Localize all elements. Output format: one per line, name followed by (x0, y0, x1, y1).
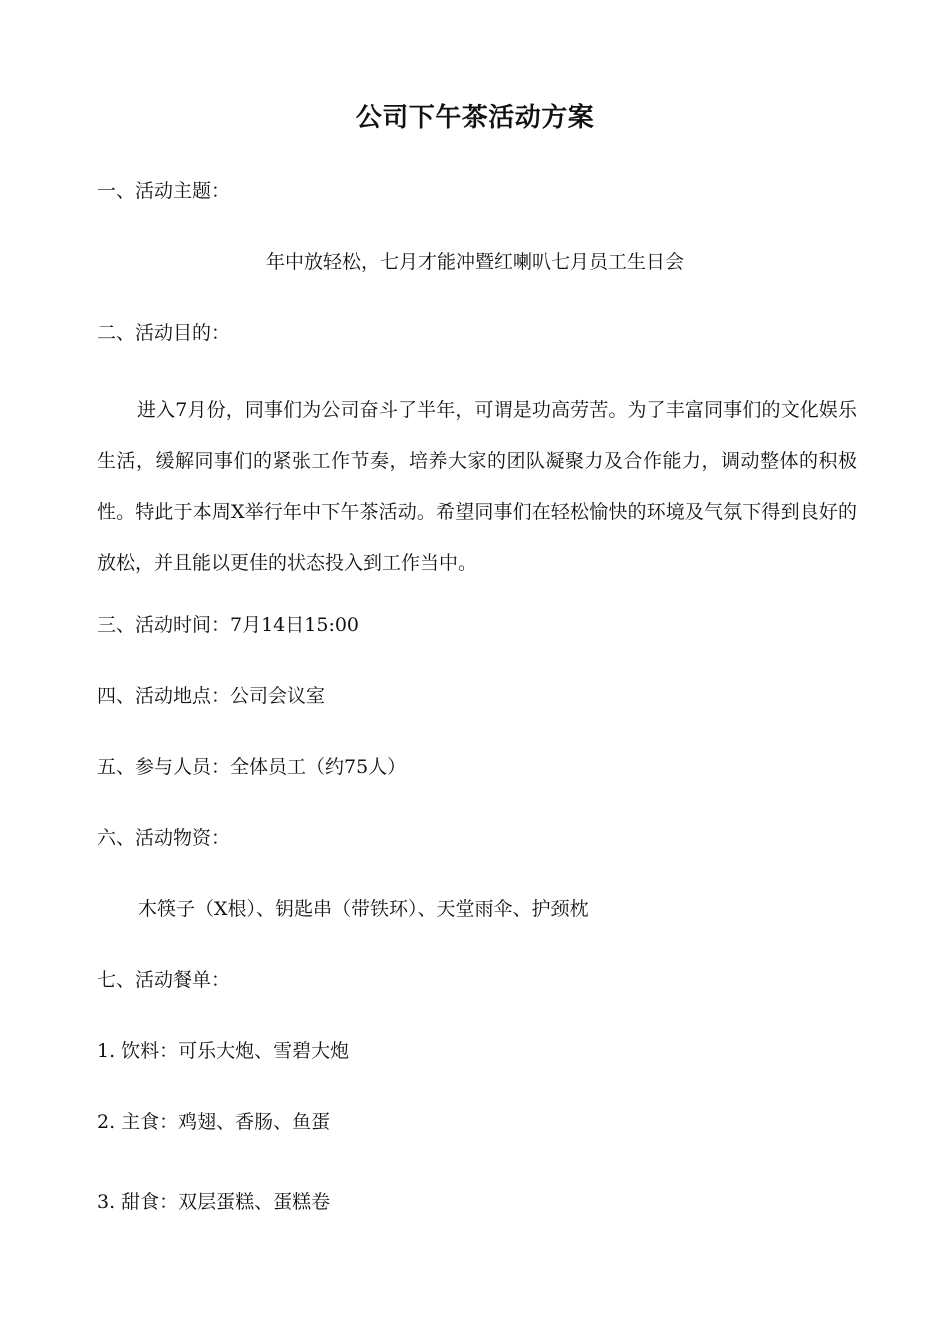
section-theme-text: 年中放轻松，七月才能冲暨红喇叭七月员工生日会 (265, 251, 684, 273)
section-theme-heading: 一、活动主题： (97, 180, 231, 202)
section-time-line: 三、活动时间：7月14日15:00 (97, 614, 360, 636)
section-location-line: 四、活动地点：公司会议室 (97, 685, 326, 707)
section-purpose-text: 进入7月份，同事们为公司奋斗了半年，可谓是功高劳苦。为了丰富同事们的文化娱乐生活，缓解同事们的紧张工作节奏，培养大家的团队凝聚力及合作能力，调动整体的积极性。特此于本周X举行年中下午茶活动。希望同事们在轻松愉快的环境及气氛下得到良好的放松，并且能以更佳的状态投入到工作当中。 (97, 399, 857, 574)
menu-item-2: 2. 主食：鸡翅、香肠、鱼蛋 (97, 1111, 331, 1133)
menu-item-3: 3. 甜食：双层蛋糕、蛋糕卷 (97, 1191, 331, 1213)
section-purpose-heading: 二、活动目的： (97, 322, 231, 344)
document-title: 公司下午茶活动方案 (355, 103, 595, 133)
section-menu-heading: 七、活动餐单： (97, 969, 231, 991)
section-supplies-heading: 六、活动物资： (97, 827, 231, 849)
menu-item-1: 1. 饮料：可乐大炮、雪碧大炮 (97, 1040, 350, 1062)
section-participants-line: 五、参与人员：全体员工（约75人） (97, 756, 407, 778)
section-supplies-text: 木筷子（X根）、钥匙串（带铁环）、天堂雨伞、护颈枕 (138, 898, 589, 920)
